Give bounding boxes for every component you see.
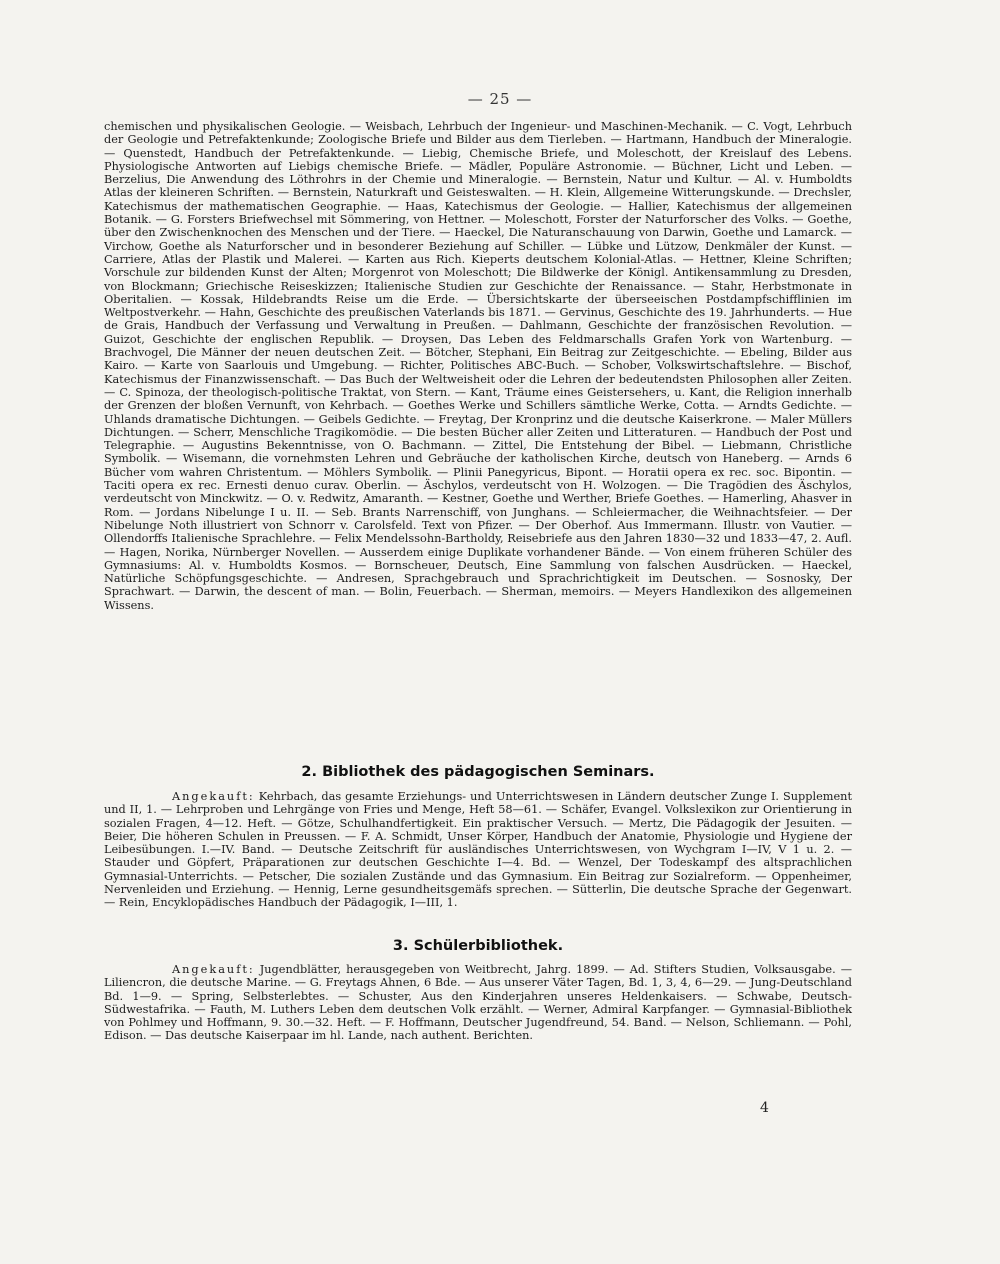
seminar-library-list [104, 790, 852, 910]
library-list-continued [104, 120, 852, 612]
sheet-signature-number: 4 [760, 1100, 769, 1116]
paragraph-text: Kehrbach, das gesamte Erziehungs- und Unterrichtswesen in Ländern deutscher Zunge I. Supplement und II, 1. — Lehrproben und Lehrgänge von Fries und Menge, Heft 58—61. — Schäfer, Evangel. Volkslexikon zur Orientierung in sozialen Fragen, 4—12. Heft. — Götze, Schulhandfertigkeit. Ein praktischer Versuch. — Mertz, Die Pädagogik der Jesuiten. — Beier, Die höheren Schulen in Preussen. — F. A. Schmidt, Unser Körper, Handbuch der Anatomie, Physiologie und Hygiene der Leibesübungen. I.—IV. Band. — Deutsche Zeitschrift für ausländisches Unterrichtswesen, von Wychgram I—IV, V 1 u. 2. — Stauder und Göpfert, Präparationen zur deutschen Geschichte I—4. Bd. — Wenzel, Der Todeskampf des altsprachlichen Gymnasial-Unterrichts. — Petscher, Die sozialen Zustände und das Gymnasium. Ein Beitrag zur Sozialreform. — Oppenheimer, Nervenleiden und Erziehung. — Hennig, Lerne gesundheitsgemäfs sprechen. — Sütterlin, Die deutsche Sprache der Gegenwart. — Rein, Encyklopädisches Handbuch der Pädagogik, I—III, 1. [104, 790, 852, 910]
acquired-label: Angekauft: [172, 790, 255, 803]
acquired-label: Angekauft: [172, 963, 255, 976]
body-paragraph [104, 790, 852, 910]
body-paragraph: chemischen und physikalischen Geologie. — Weisbach, Lehrbuch der Ingenieur- und Maschinen-Mechanik. — C. Vogt, Lehrbuch der Geologie und Petrefaktenkunde; Zoologische Briefe und Bilder aus dem Tierleben. — Hartmann, Handbuch der Mineralogie. — Quenstedt, Handbuch der Petrefaktenkunde. — Liebig, Chemische Briefe, und Moleschott, der Kreislauf des Lebens. Physiologische Antworten auf Liebigs chemische Briefe. — Mädler, Populäre Astronomie. — Büchner, Licht und Leben. — Berzelius, Die Anwendung des Löthrohrs in der Chemie und Mineralogie. — Bernstein, Natur und Kultur. — Al. v. Humboldts Atlas der kleineren Schriften. — Bernstein, Naturkraft und Geisteswalten. — H. Klein, Allgemeine Witterungskunde. — Drechsler, Katechismus der mathematischen Geographie. — Haas, Katechismus der Geologie. — Hallier, Katechismus der allgemeinen Botanik. — G. Forsters Briefwechsel mit Sömmering, von Hettner. — Moleschott, Forster der Naturforscher des Volks. — Goethe, über den Zwischenknochen des Menschen und der Tiere. — Haeckel, Die Naturanschauung von Darwin, Goethe und Lamarck. — Virchow, Goethe als Naturforscher und in besonderer Beziehung auf Schiller. — Lübke und Lützow, Denkmäler der Kunst. — Carriere, Atlas der Plastik und Malerei. — Karten aus Rich. Kieperts deutschem Kolonial-Atlas. — Hettner, Kleine Schriften; Vorschule zur bildenden Kunst der Alten; Morgenrot von Moleschott; Die Bildwerke der Königl. Antikensammlung zu Dresden, von Blockmann; Griechische Reiseskizzen; Italienische Studien zur Geschichte der Renaissance. — Stahr, Herbstmonate in Oberitalien. — Kossak, Hildebrandts Reise um die Erde. — Übersichtskarte der überseeischen Postdampfschifflinien im Weltpostverkehr. — Hahn, Geschichte des preußischen Vaterlands bis 1871. — Gervinus, Geschichte des 19. Jahrhunderts. — Hue de Grais, Handbuch der Verfassung und Verwaltung in Preußen. — Dahlmann, Geschichte der französischen Revolution. — Guizot, Geschichte der englischen Republik. — Droysen, Das Leben des Feldmarschalls Grafen York von Wartenburg. — Brachvogel, Die Männer der neuen deutschen Zeit. — Bötcher, Stephani, Ein Beitrag zur Zeitgeschichte. — Ebeling, Bilder aus Kairo. — Karte von Saarlouis und Umgebung. — Richter, Politisches ABC-Buch. — Schober, Volkswirtschaftslehre. — Bischof, Katechismus der Finanzwissenschaft. — Das Buch der Weltweisheit oder die Lehren der bedeutendsten Philosophen aller Zeiten. — C. Spinoza, der theologisch-politische Traktat, von Stern. — Kant, Träume eines Geistersehers, u. Kant, die Religion innerhalb der Grenzen der bloßen Vernunft, von Kehrbach. — Goethes Werke und Schillers sämtliche Werke, Cotta. — Arndts Gedichte. — Uhlands dramatische Dichtungen. — Geibels Gedichte. — Freytag, Der Kronprinz und die deutsche Kaiserkrone. — Maler Müllers Dichtungen. — Scherr, Menschliche Tragikomödie. — Die besten Bücher aller Zeiten und Litteraturen. — Handbuch der Post und Telegraphie. — Augustins Bekenntnisse, von O. Bachmann. — Zittel, Die Entstehung der Bibel. — Liebmann, Christliche Symbolik. — Wisemann, die vornehmsten Lehren und Gebräuche der katholischen Kirche, deutsch von Haneberg. — Arnds 6 Bücher vom wahren Christentum. — Möhlers Symbolik. — Plinii Panegyricus, Bipont. — Horatii opera ex rec. soc. Bipontin. — Taciti opera ex rec. Ernesti denuo curav. Oberlin. — Äschylos, verdeutscht von H. Wolzogen. — Die Tragödien des Äschylos, verdeutscht von Minckwitz. — O. v. Redwitz, Amaranth. — Kestner, Goethe und Werther, Briefe Goethes. — Hamerling, Ahasver in Rom. — Jordans Nibelunge I u. II. — Seb. Brants Narrenschiff, von Junghans. — Schleiermacher, die Weihnachtsfeier. — Der Nibelunge Noth illustriert von Schnorr v. Carolsfeld. Text von Pfizer. — Der Oberhof. Aus Immermann. Illustr. von Vautier. — Ollendorffs Italienische Sprachlehre. — Felix Mendelssohn-Bartholdy, Reisebriefe aus den Jahren 1830—32 und 1833—47, 2. Aufl. — Hagen, Norika, Nürnberger Novellen. — Ausserdem einige Duplikate vorhandener Bände. — Von einem früheren Schüler des Gymnasiums: Al. v. Humboldts Kosmos. — Bornscheuer, Deutsch, Eine Sammlung von falschen Ausdrücken. — Haeckel, Natürliche Schöpfungsgeschichte. — Andresen, Sprachgebrauch und Sprachrichtigkeit im Deutschen. — Sosnosky, Der Sprachwart. — Darwin, the descent of man. — Bolin, Feuerbach. — Sherman, memoirs. — Meyers Handlexikon des allgemeinen Wissens. [104, 120, 852, 612]
section-heading-seminar-library: 2. Bibliothek des pädagogischen Seminars. [301, 764, 655, 780]
paragraph-text: Jugendblätter, herausgegeben von Weitbrecht, Jahrg. 1899. — Ad. Stifters Studien, Volksausgabe. — Liliencron, die deutsche Marine. — G. Freytags Ahnen, 6 Bde. — Aus unserer Väter Tagen, Bd. 1, 3, 4, 6—29. — Jung-Deutschland Bd. 1—9. — Spring, Selbsterlebtes. — Schuster, Aus den Kinderjahren unseres Heldenkaisers. — Schwabe, Deutsch-Südwestafrika. — Fauth, M. Luthers Leben dem deutschen Volk erzählt. — Werner, Admiral Karpfanger. — Gymnasial-Bibliothek von Pohlmey und Hoffmann, 9. 30.—32. Heft. — F. Hoffmann, Deutscher Jugendfreund, 54. Band. — Nelson, Schliemann. — Pohl, Edison. — Das deutsche Kaiserpaar im hl. Lande, nach authent. Berichten. [104, 963, 852, 1043]
section-heading-student-library: 3. Schülerbibliothek. [392, 938, 564, 954]
page-number: — 25 — [467, 90, 533, 108]
student-library-list [104, 963, 852, 1043]
body-paragraph [104, 963, 852, 1043]
